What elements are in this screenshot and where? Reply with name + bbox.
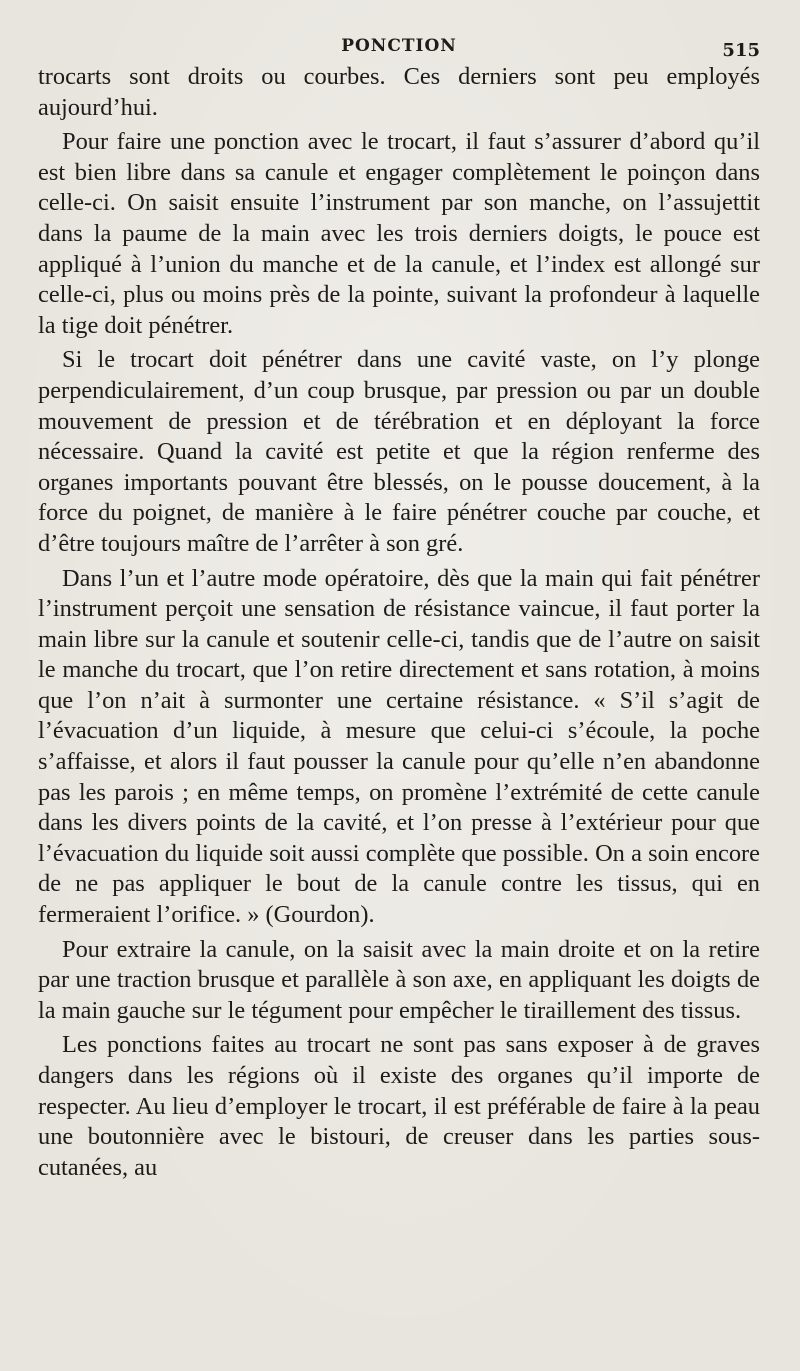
body-text [38,62,760,1183]
paragraph-continued: trocarts sont droits ou courbes. Ces derniers sont peu employés aujourd’hui. [38,63,760,121]
paragraph-cavity-penetration: Si le trocart doit pénétrer dans une cavité vaste, on l’y plonge perpendiculairement, d’un coup brusque, par pression ou par un double mouvement de pression et de térébration et en déployant la force nécessaire. Quand la cavité est petite et que la région renferme des organes importants pouvant être blessés, on le pousse doucement, à la force du poignet, de manière à le faire pénétrer couche par couche, et d’être toujours maître de l’arrêter à son gré. [38,346,760,557]
running-title: PONCTION [341,36,457,56]
paragraph-operative-mode: Dans l’un et l’autre mode opératoire, dès que la main qui fait pénétrer l’instrument perçoit une sensation de résistance vaincue, il faut porter la main libre sur la canule et soutenir celle-ci, tandis que de l’autre on saisit le manche du trocart, que l’on retire directement et sans rotation, à moins que l’on n’ait à surmonter une certaine résistance. « S’il s’agit de l’évacuation d’un liquide, à mesure que celui-ci s’écoule, la poche s’affaisse, et alors il faut pousser la canule pour qu’elle n’en abandonne pas les parois ; en même temps, on promène l’extrémité de cette canule dans les divers points de la cavité, et l’on presse à l’extérieur pour que l’évacuation du liquide soit aussi complète que possible. On a soin encore de ne pas appliquer le bout de la canule contre les tissus, qui en fermeraient l’orifice. » (Gourdon). [38,564,760,929]
paragraph-canula-extraction: Pour extraire la canule, on la saisit avec la main droite et on la retire par une traction brusque et parallèle à son axe, en appliquant les doigts de la main gauche sur le tégument pour empêcher le tiraillement des tissus. [38,935,760,1024]
paragraph-trocart-technique: Pour faire une ponction avec le trocart, il faut s’assurer d’abord qu’il est bien libre dans sa canule et engager complètement le poinçon dans celle-ci. On saisit ensuite l’instrument par son manche, on l’assujettit dans la paume de la main avec les trois derniers doigts, le pouce est appliqué à l’union du manche et de la canule, et l’index est allongé sur celle-ci, plus ou moins près de la pointe, suivant la profondeur à laquelle la tige doit pénétrer. [38,128,760,339]
running-header [38,30,760,62]
page-number: 515 [722,40,760,61]
paragraph-dangers: Les ponctions faites au trocart ne sont pas sans exposer à de graves dangers dans les régions où il existe des organes qu’il importe de respecter. Au lieu d’employer le trocart, il est préférable de faire à la peau une boutonnière avec le bistouri, de creuser dans les parties sous-cutanées, au [38,1031,760,1181]
